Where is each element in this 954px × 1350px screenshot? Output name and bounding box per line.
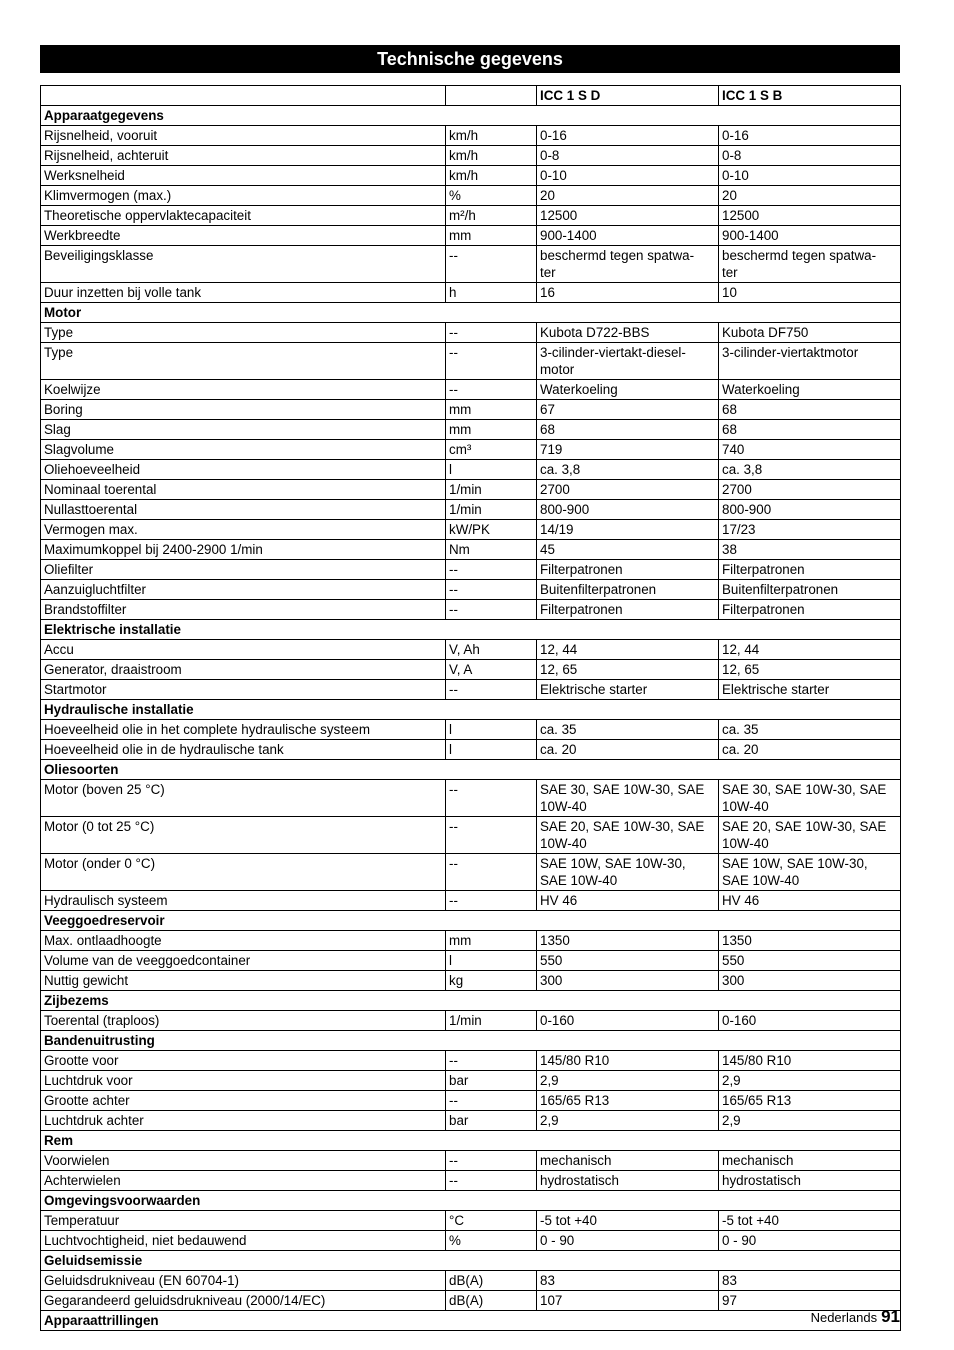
section-row <box>41 1031 901 1051</box>
table-row <box>41 740 901 760</box>
row-label: Slag <box>41 420 446 440</box>
row-unit: bar <box>446 1111 537 1131</box>
row-value-model-2: Filterpatronen <box>719 600 901 620</box>
row-unit: dB(A) <box>446 1271 537 1291</box>
row-label: Rijsnelheid, achteruit <box>41 146 446 166</box>
row-label: Werksnelheid <box>41 166 446 186</box>
row-value-model-1: 2,9 <box>537 1111 719 1131</box>
section-row <box>41 1191 901 1211</box>
row-value-model-2: Filterpatronen <box>719 560 901 580</box>
row-label: Geluidsdrukniveau (EN 60704-1) <box>41 1271 446 1291</box>
row-value-model-2: 3-cilinder-viertaktmotor <box>719 343 901 380</box>
header-cell-label <box>41 86 446 106</box>
table-row <box>41 166 901 186</box>
section-row <box>41 620 901 640</box>
header-cell-model-1: ICC 1 S D <box>537 86 719 106</box>
table-row <box>41 206 901 226</box>
section-heading: Apparaattrillingen <box>41 1311 901 1331</box>
row-label: Maximumkoppel bij 2400-2900 1/min <box>41 540 446 560</box>
row-value-model-2: 20 <box>719 186 901 206</box>
row-value-model-1: SAE 20, SAE 10W-30, SAE 10W-40 <box>537 817 719 854</box>
row-unit: mm <box>446 931 537 951</box>
table-row <box>41 323 901 343</box>
table-row <box>41 520 901 540</box>
spec-table-body <box>41 86 901 1331</box>
row-value-model-2: 10 <box>719 283 901 303</box>
table-row <box>41 1211 901 1231</box>
table-row <box>41 1151 901 1171</box>
row-unit: -- <box>446 780 537 817</box>
row-value-model-1: 16 <box>537 283 719 303</box>
row-unit: kg <box>446 971 537 991</box>
row-value-model-1: 0 - 90 <box>537 1231 719 1251</box>
row-value-model-2: 900-1400 <box>719 226 901 246</box>
row-unit: -- <box>446 1151 537 1171</box>
row-value-model-2: 97 <box>719 1291 901 1311</box>
row-unit: V, A <box>446 660 537 680</box>
table-row <box>41 640 901 660</box>
row-value-model-2: 0 - 90 <box>719 1231 901 1251</box>
table-row <box>41 1091 901 1111</box>
row-value-model-1: 3-cilinder-viertakt-diesel- motor <box>537 343 719 380</box>
row-value-model-1: 0-10 <box>537 166 719 186</box>
row-value-model-1: 83 <box>537 1271 719 1291</box>
row-value-model-2: Elektrische starter <box>719 680 901 700</box>
spec-table <box>40 85 901 1331</box>
row-unit: -- <box>446 580 537 600</box>
row-label: Nuttig gewicht <box>41 971 446 991</box>
row-unit: km/h <box>446 126 537 146</box>
row-value-model-2: 0-160 <box>719 1011 901 1031</box>
table-row <box>41 126 901 146</box>
row-label: Temperatuur <box>41 1211 446 1231</box>
row-label: Theoretische oppervlaktecapaciteit <box>41 206 446 226</box>
row-unit: % <box>446 186 537 206</box>
row-label: Hoeveelheid olie in de hydraulische tank <box>41 740 446 760</box>
row-value-model-1: 900-1400 <box>537 226 719 246</box>
table-row <box>41 680 901 700</box>
row-label: Nullasttoerental <box>41 500 446 520</box>
row-value-model-2: hydrostatisch <box>719 1171 901 1191</box>
row-value-model-1: 107 <box>537 1291 719 1311</box>
row-unit: mm <box>446 420 537 440</box>
table-row <box>41 1271 901 1291</box>
table-row <box>41 1231 901 1251</box>
table-row <box>41 660 901 680</box>
row-value-model-2: 740 <box>719 440 901 460</box>
row-label: Slagvolume <box>41 440 446 460</box>
section-heading: Zijbezems <box>41 991 901 1011</box>
row-value-model-2: 550 <box>719 951 901 971</box>
table-row <box>41 440 901 460</box>
table-row <box>41 854 901 891</box>
row-unit: V, Ah <box>446 640 537 660</box>
row-label: Oliefilter <box>41 560 446 580</box>
row-value-model-2: beschermd tegen spatwa- ter <box>719 246 901 283</box>
section-row <box>41 760 901 780</box>
table-row <box>41 343 901 380</box>
row-value-model-1: 300 <box>537 971 719 991</box>
row-unit: km/h <box>446 166 537 186</box>
row-value-model-2: Waterkoeling <box>719 380 901 400</box>
row-label: Grootte achter <box>41 1091 446 1111</box>
row-value-model-1: Kubota D722-BBS <box>537 323 719 343</box>
row-unit: -- <box>446 680 537 700</box>
table-row <box>41 817 901 854</box>
table-row <box>41 400 901 420</box>
footer-language: Nederlands <box>810 1310 878 1325</box>
row-unit: kW/PK <box>446 520 537 540</box>
row-value-model-1: 0-16 <box>537 126 719 146</box>
row-value-model-2: Buitenfilterpatronen <box>719 580 901 600</box>
section-heading: Veeggoedreservoir <box>41 911 901 931</box>
row-value-model-2: 17/23 <box>719 520 901 540</box>
row-label: Koelwijze <box>41 380 446 400</box>
row-label: Klimvermogen (max.) <box>41 186 446 206</box>
table-row <box>41 971 901 991</box>
row-label: Werkbreedte <box>41 226 446 246</box>
row-value-model-2: 0-10 <box>719 166 901 186</box>
row-value-model-1: Filterpatronen <box>537 600 719 620</box>
section-heading: Oliesoorten <box>41 760 901 780</box>
row-value-model-1: 0-160 <box>537 1011 719 1031</box>
row-value-model-2: 68 <box>719 400 901 420</box>
section-heading: Motor <box>41 303 901 323</box>
row-unit: 1/min <box>446 500 537 520</box>
section-heading: Rem <box>41 1131 901 1151</box>
row-label: Aanzuigluchtfilter <box>41 580 446 600</box>
table-row <box>41 380 901 400</box>
section-row <box>41 700 901 720</box>
row-value-model-2: 1350 <box>719 931 901 951</box>
section-heading: Elektrische installatie <box>41 620 901 640</box>
row-value-model-2: 83 <box>719 1271 901 1291</box>
row-value-model-1: 2700 <box>537 480 719 500</box>
section-heading: Bandenuitrusting <box>41 1031 901 1051</box>
row-label: Vermogen max. <box>41 520 446 540</box>
table-row <box>41 186 901 206</box>
section-row <box>41 106 901 126</box>
row-unit: m²/h <box>446 206 537 226</box>
row-label: Luchtdruk achter <box>41 1111 446 1131</box>
row-unit: mm <box>446 400 537 420</box>
section-row <box>41 1311 901 1331</box>
row-value-model-2: ca. 35 <box>719 720 901 740</box>
table-row <box>41 931 901 951</box>
row-value-model-1: 12500 <box>537 206 719 226</box>
row-label: Generator, draaistroom <box>41 660 446 680</box>
table-row <box>41 600 901 620</box>
row-value-model-2: 12, 44 <box>719 640 901 660</box>
section-heading: Apparaatgegevens <box>41 106 901 126</box>
table-row <box>41 1291 901 1311</box>
row-unit: -- <box>446 323 537 343</box>
row-label: Rijsnelheid, vooruit <box>41 126 446 146</box>
table-row <box>41 951 901 971</box>
row-unit: l <box>446 951 537 971</box>
row-label: Luchtdruk voor <box>41 1071 446 1091</box>
page-number: 91 <box>881 1307 900 1326</box>
row-value-model-1: 145/80 R10 <box>537 1051 719 1071</box>
table-row <box>41 780 901 817</box>
table-header-row <box>41 86 901 106</box>
row-value-model-1: HV 46 <box>537 891 719 911</box>
table-row <box>41 1051 901 1071</box>
row-value-model-1: 0-8 <box>537 146 719 166</box>
row-unit: -- <box>446 854 537 891</box>
row-unit: bar <box>446 1071 537 1091</box>
row-label: Motor (boven 25 °C) <box>41 780 446 817</box>
table-row <box>41 1111 901 1131</box>
row-label: Toerental (traploos) <box>41 1011 446 1031</box>
table-row <box>41 1071 901 1091</box>
table-row <box>41 1171 901 1191</box>
row-value-model-2: SAE 20, SAE 10W-30, SAE 10W-40 <box>719 817 901 854</box>
table-row <box>41 1011 901 1031</box>
table-row <box>41 226 901 246</box>
row-label: Voorwielen <box>41 1151 446 1171</box>
section-heading: Hydraulische installatie <box>41 700 901 720</box>
row-unit: -- <box>446 600 537 620</box>
row-label: Motor (onder 0 °C) <box>41 854 446 891</box>
row-value-model-1: ca. 35 <box>537 720 719 740</box>
table-row <box>41 460 901 480</box>
row-value-model-2: HV 46 <box>719 891 901 911</box>
row-value-model-2: SAE 10W, SAE 10W-30, SAE 10W-40 <box>719 854 901 891</box>
row-label: Luchtvochtigheid, niet bedauwend <box>41 1231 446 1251</box>
table-row <box>41 246 901 283</box>
row-value-model-2: 38 <box>719 540 901 560</box>
row-label: Type <box>41 343 446 380</box>
row-value-model-1: 2,9 <box>537 1071 719 1091</box>
row-unit: l <box>446 740 537 760</box>
row-value-model-1: 800-900 <box>537 500 719 520</box>
section-row <box>41 303 901 323</box>
row-value-model-1: 12, 65 <box>537 660 719 680</box>
section-heading: Omgevingsvoorwaarden <box>41 1191 901 1211</box>
row-label: Motor (0 tot 25 °C) <box>41 817 446 854</box>
row-unit: 1/min <box>446 480 537 500</box>
row-value-model-2: 0-8 <box>719 146 901 166</box>
table-row <box>41 420 901 440</box>
table-row <box>41 146 901 166</box>
row-label: Startmotor <box>41 680 446 700</box>
row-value-model-2: 2,9 <box>719 1071 901 1091</box>
row-label: Oliehoeveelheid <box>41 460 446 480</box>
row-value-model-1: Filterpatronen <box>537 560 719 580</box>
row-unit: 1/min <box>446 1011 537 1031</box>
row-value-model-1: Waterkoeling <box>537 380 719 400</box>
row-value-model-2: 2,9 <box>719 1111 901 1131</box>
row-value-model-1: beschermd tegen spatwa- ter <box>537 246 719 283</box>
row-value-model-1: 12, 44 <box>537 640 719 660</box>
row-value-model-2: 12500 <box>719 206 901 226</box>
row-unit: -- <box>446 560 537 580</box>
row-label: Gegarandeerd geluidsdrukniveau (2000/14/EC) <box>41 1291 446 1311</box>
row-label: Type <box>41 323 446 343</box>
header-cell-unit <box>446 86 537 106</box>
row-unit: -- <box>446 343 537 380</box>
row-unit: % <box>446 1231 537 1251</box>
row-value-model-2: 800-900 <box>719 500 901 520</box>
row-value-model-2: Kubota DF750 <box>719 323 901 343</box>
header-cell-model-2: ICC 1 S B <box>719 86 901 106</box>
row-value-model-1: ca. 3,8 <box>537 460 719 480</box>
row-label: Duur inzetten bij volle tank <box>41 283 446 303</box>
row-value-model-1: SAE 30, SAE 10W-30, SAE 10W-40 <box>537 780 719 817</box>
row-value-model-1: 165/65 R13 <box>537 1091 719 1111</box>
row-value-model-1: SAE 10W, SAE 10W-30, SAE 10W-40 <box>537 854 719 891</box>
section-row <box>41 911 901 931</box>
table-row <box>41 540 901 560</box>
row-value-model-1: Elektrische starter <box>537 680 719 700</box>
page-footer <box>811 1307 900 1327</box>
row-label: Achterwielen <box>41 1171 446 1191</box>
row-label: Hoeveelheid olie in het complete hydraulische systeem <box>41 720 446 740</box>
row-unit: -- <box>446 817 537 854</box>
row-unit: Nm <box>446 540 537 560</box>
row-value-model-1: Buitenfilterpatronen <box>537 580 719 600</box>
row-value-model-1: 1350 <box>537 931 719 951</box>
row-label: Volume van de veeggoedcontainer <box>41 951 446 971</box>
row-label: Accu <box>41 640 446 660</box>
row-value-model-2: 300 <box>719 971 901 991</box>
row-value-model-2: 12, 65 <box>719 660 901 680</box>
row-label: Nominaal toerental <box>41 480 446 500</box>
row-value-model-1: -5 tot +40 <box>537 1211 719 1231</box>
row-value-model-1: hydrostatisch <box>537 1171 719 1191</box>
section-row <box>41 1131 901 1151</box>
table-row <box>41 720 901 740</box>
row-value-model-2: 165/65 R13 <box>719 1091 901 1111</box>
table-row <box>41 283 901 303</box>
row-unit: l <box>446 460 537 480</box>
table-row <box>41 891 901 911</box>
row-unit: °C <box>446 1211 537 1231</box>
table-row <box>41 480 901 500</box>
row-value-model-1: ca. 20 <box>537 740 719 760</box>
row-value-model-1: 550 <box>537 951 719 971</box>
row-label: Grootte voor <box>41 1051 446 1071</box>
row-unit: -- <box>446 380 537 400</box>
row-unit: l <box>446 720 537 740</box>
row-value-model-2: 68 <box>719 420 901 440</box>
row-value-model-2: 0-16 <box>719 126 901 146</box>
table-row <box>41 580 901 600</box>
section-row <box>41 1251 901 1271</box>
row-unit: cm³ <box>446 440 537 460</box>
row-unit: h <box>446 283 537 303</box>
row-value-model-1: 45 <box>537 540 719 560</box>
row-unit: km/h <box>446 146 537 166</box>
row-unit: mm <box>446 226 537 246</box>
row-unit: -- <box>446 1091 537 1111</box>
row-unit: -- <box>446 246 537 283</box>
row-label: Boring <box>41 400 446 420</box>
row-unit: dB(A) <box>446 1291 537 1311</box>
table-row <box>41 560 901 580</box>
row-value-model-2: ca. 3,8 <box>719 460 901 480</box>
row-value-model-1: 67 <box>537 400 719 420</box>
row-label: Hydraulisch systeem <box>41 891 446 911</box>
row-value-model-2: 145/80 R10 <box>719 1051 901 1071</box>
row-label: Beveiligingsklasse <box>41 246 446 283</box>
section-row <box>41 991 901 1011</box>
row-value-model-2: SAE 30, SAE 10W-30, SAE 10W-40 <box>719 780 901 817</box>
row-unit: -- <box>446 1051 537 1071</box>
row-value-model-2: mechanisch <box>719 1151 901 1171</box>
row-value-model-1: 20 <box>537 186 719 206</box>
row-value-model-2: ca. 20 <box>719 740 901 760</box>
row-unit: -- <box>446 1171 537 1191</box>
row-value-model-1: 719 <box>537 440 719 460</box>
row-unit: -- <box>446 891 537 911</box>
row-label: Brandstoffilter <box>41 600 446 620</box>
row-value-model-2: 2700 <box>719 480 901 500</box>
row-value-model-2: -5 tot +40 <box>719 1211 901 1231</box>
page-title: Technische gegevens <box>40 45 900 73</box>
row-value-model-1: 68 <box>537 420 719 440</box>
table-row <box>41 500 901 520</box>
row-value-model-1: 14/19 <box>537 520 719 540</box>
row-value-model-1: mechanisch <box>537 1151 719 1171</box>
section-heading: Geluidsemissie <box>41 1251 901 1271</box>
row-label: Max. ontlaadhoogte <box>41 931 446 951</box>
